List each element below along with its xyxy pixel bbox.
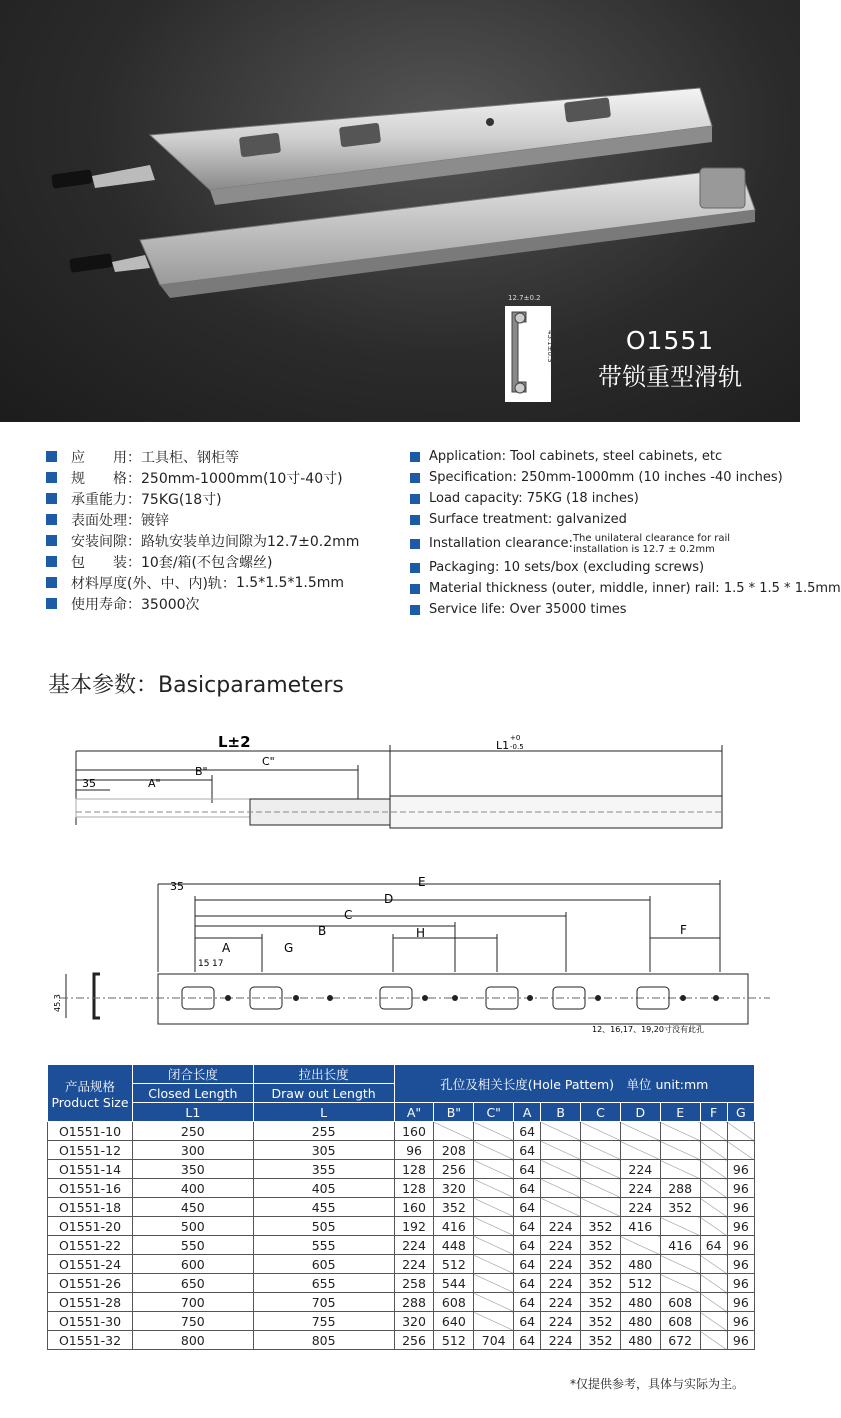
profile-width-label: 12.7±0.2: [508, 294, 541, 302]
table-cell: [474, 1198, 514, 1217]
spec-value: The unilateral clearance for rail installation is 12.7 ± 0.2mm: [572, 532, 731, 555]
th-closed-cn: 闭合长度: [133, 1065, 254, 1084]
table-row: [48, 1198, 755, 1217]
dim2-35: 35: [170, 880, 184, 893]
spec-label: 使用寿命：: [71, 596, 141, 613]
table-cell: 608: [434, 1293, 474, 1312]
spec-value: 35000次: [141, 596, 200, 613]
table-cell: O1551-24: [48, 1255, 133, 1274]
table-cell: 305: [253, 1141, 394, 1160]
th-text: Product Size: [51, 1094, 129, 1110]
table-cell: O1551-10: [48, 1122, 133, 1141]
table-cell: 672: [660, 1331, 700, 1350]
table-cell: O1551-30: [48, 1312, 133, 1331]
table-cell: 640: [434, 1312, 474, 1331]
table-cell: 505: [253, 1217, 394, 1236]
spec-value: 10套/箱(不包含螺丝): [141, 554, 273, 571]
table-cell: 64: [700, 1236, 727, 1255]
table-cell: 258: [394, 1274, 434, 1293]
spec-label: 应 用：: [71, 449, 141, 466]
drawing-note: 12、16,17、19,20寸没有此孔: [592, 1025, 704, 1034]
table-row: [48, 1312, 755, 1331]
table-cell: 320: [434, 1179, 474, 1198]
bullet-square-icon: [410, 605, 420, 615]
spec-cn-item: [46, 467, 359, 488]
bullet-square-icon: [410, 515, 420, 525]
spec-label: 安装间隙：: [71, 533, 141, 550]
dim2-E: E: [418, 875, 426, 889]
table-cell: [620, 1236, 660, 1255]
dim-35: 35: [82, 777, 96, 790]
table-cell: [474, 1122, 514, 1141]
table-cell: 224: [541, 1312, 581, 1331]
table-cell: 555: [253, 1236, 394, 1255]
table-cell: [700, 1274, 727, 1293]
table-cell: 96: [394, 1141, 434, 1160]
table-cell: 96: [727, 1236, 754, 1255]
table-cell: [581, 1198, 621, 1217]
spec-en-item: [410, 599, 841, 620]
spec-cn-item: [46, 530, 359, 551]
bullet-square-icon: [410, 539, 420, 549]
table-row: [48, 1141, 755, 1160]
table-cell: [700, 1312, 727, 1331]
table-row: [48, 1179, 755, 1198]
table-cell: 96: [727, 1293, 754, 1312]
dim-L: L±2: [218, 733, 251, 751]
table-cell: [700, 1217, 727, 1236]
table-cell: 96: [727, 1198, 754, 1217]
dim-A-dbl: A": [148, 777, 161, 790]
column-header: E: [660, 1103, 700, 1122]
table-cell: 800: [133, 1331, 254, 1350]
table-cell: 704: [474, 1331, 514, 1350]
table-cell: 352: [581, 1255, 621, 1274]
table-cell: O1551-18: [48, 1198, 133, 1217]
table-cell: 192: [394, 1217, 434, 1236]
spec-label: 材料厚度(外、中、内)轨：: [71, 575, 236, 592]
table-cell: 250: [133, 1122, 254, 1141]
table-row: [48, 1293, 755, 1312]
spec-cn-item: [46, 446, 359, 467]
table-cell: 605: [253, 1255, 394, 1274]
table-cell: 805: [253, 1331, 394, 1350]
spec-cn-item: [46, 572, 359, 593]
spec-cn-item: [46, 509, 359, 530]
table-cell: 352: [581, 1217, 621, 1236]
dim2-15: 15: [198, 959, 210, 969]
table-cell: 96: [727, 1179, 754, 1198]
table-cell: 352: [581, 1236, 621, 1255]
table-cell: 650: [133, 1274, 254, 1293]
table-row: [48, 1217, 755, 1236]
table-cell: 352: [581, 1312, 621, 1331]
table-cell: 64: [514, 1179, 541, 1198]
table-cell: [700, 1179, 727, 1198]
dim-L1: L1: [496, 739, 510, 752]
table-row: [48, 1255, 755, 1274]
table-cell: 480: [620, 1312, 660, 1331]
table-cell: O1551-22: [48, 1236, 133, 1255]
dim2-D: D: [384, 892, 394, 906]
dim2-G: G: [284, 941, 294, 955]
column-header: B": [434, 1103, 474, 1122]
table-cell: 64: [514, 1274, 541, 1293]
spec-cn-item: [46, 593, 359, 614]
spec-label: 规 格：: [71, 470, 141, 487]
table-cell: [541, 1122, 581, 1141]
column-header: A": [394, 1103, 434, 1122]
table-cell: 160: [394, 1122, 434, 1141]
spec-value: Tool cabinets, steel cabinets, etc: [510, 449, 723, 464]
table-cell: 64: [514, 1255, 541, 1274]
table-cell: 352: [660, 1198, 700, 1217]
table-cell: [620, 1122, 660, 1141]
table-cell: [700, 1122, 727, 1141]
table-cell: O1551-32: [48, 1331, 133, 1350]
dim2-F: F: [680, 923, 687, 937]
dim2-17: 17: [212, 959, 224, 969]
hero-banner: [0, 0, 800, 422]
table-cell: 416: [660, 1236, 700, 1255]
spec-label: Material thickness (outer, middle, inner) rail:: [429, 581, 720, 596]
table-cell: [581, 1179, 621, 1198]
table-cell: 350: [133, 1160, 254, 1179]
product-code: O1551: [625, 326, 715, 355]
table-cell: 96: [727, 1255, 754, 1274]
bullet-square-icon: [410, 473, 420, 483]
table-cell: [434, 1122, 474, 1141]
table-cell: 600: [133, 1255, 254, 1274]
table-cell: 224: [620, 1198, 660, 1217]
table-cell: 416: [434, 1217, 474, 1236]
table-cell: 256: [434, 1160, 474, 1179]
th-draw-cn: 拉出长度: [253, 1065, 394, 1084]
spec-label: Specification:: [429, 470, 517, 485]
spec-value: 250mm-1000mm(10寸-40寸): [141, 470, 343, 487]
spec-value: 路轨安装单边间隙为12.7±0.2mm: [141, 533, 360, 550]
spec-en-item: [410, 446, 841, 467]
spec-label: 承重能力：: [71, 491, 141, 508]
table-cell: 128: [394, 1179, 434, 1198]
dim2-B: B: [318, 924, 327, 938]
column-header: L1: [133, 1103, 254, 1122]
dim2-H: H: [416, 926, 426, 940]
table-cell: 224: [541, 1331, 581, 1350]
table-cell: 64: [514, 1236, 541, 1255]
specs-en-list: [410, 446, 841, 620]
table-cell: 64: [514, 1122, 541, 1141]
table-cell: 288: [660, 1179, 700, 1198]
table-cell: [700, 1293, 727, 1312]
table-cell: [660, 1217, 700, 1236]
spec-value: 1.5*1.5*1.5mm: [235, 574, 345, 591]
bullet-square-icon: [46, 451, 57, 462]
bullet-square-icon: [46, 598, 57, 609]
table-cell: [660, 1141, 700, 1160]
bullet-square-icon: [46, 535, 57, 546]
table-cell: 64: [514, 1198, 541, 1217]
spec-value: 250mm-1000mm (10 inches -40 inches): [521, 470, 783, 485]
bullet-square-icon: [410, 563, 420, 573]
table-cell: 96: [727, 1312, 754, 1331]
table-cell: 224: [541, 1255, 581, 1274]
table-cell: [700, 1198, 727, 1217]
spec-en-item: [410, 488, 841, 509]
table-cell: [581, 1141, 621, 1160]
table-cell: 64: [514, 1331, 541, 1350]
table-cell: [474, 1160, 514, 1179]
table-row: [48, 1331, 755, 1350]
th-hole: 孔位及相关长度(Hole Pattem) 单位 unit:mm: [394, 1065, 754, 1103]
column-header: D: [620, 1103, 660, 1122]
column-labels: [48, 1103, 755, 1122]
table-cell: 160: [394, 1198, 434, 1217]
table-cell: [474, 1217, 514, 1236]
bullet-square-icon: [46, 493, 57, 504]
spec-label: 表面处理：: [71, 512, 141, 529]
product-name: 带锁重型滑轨: [598, 363, 742, 391]
table-cell: 64: [514, 1312, 541, 1331]
table-cell: 208: [434, 1141, 474, 1160]
dim-B-dbl: B": [195, 765, 208, 778]
table-cell: 355: [253, 1160, 394, 1179]
table-cell: 288: [394, 1293, 434, 1312]
table-cell: 400: [133, 1179, 254, 1198]
table-cell: 544: [434, 1274, 474, 1293]
table-cell: 705: [253, 1293, 394, 1312]
table-cell: [700, 1331, 727, 1350]
table-cell: 128: [394, 1160, 434, 1179]
table-cell: 512: [434, 1331, 474, 1350]
table-row: [48, 1122, 755, 1141]
table-cell: 416: [620, 1217, 660, 1236]
table-cell: 96: [727, 1217, 754, 1236]
spec-value: 1.5 * 1.5 * 1.5mm: [723, 581, 841, 596]
table-cell: 64: [514, 1160, 541, 1179]
table-cell: 352: [581, 1293, 621, 1312]
table-cell: O1551-28: [48, 1293, 133, 1312]
table-cell: 256: [394, 1331, 434, 1350]
spec-label: Installation clearance:: [429, 536, 573, 551]
th-closed-en: Closed Length: [133, 1084, 254, 1103]
table-cell: 224: [541, 1274, 581, 1293]
spec-value: 75KG (18 inches): [526, 491, 639, 506]
profile-height-label: 45.1±0.3: [546, 330, 554, 363]
table-cell: [660, 1122, 700, 1141]
spec-cn-item: [46, 488, 359, 509]
table-cell: [620, 1141, 660, 1160]
table-cell: [727, 1141, 754, 1160]
table-cell: [660, 1160, 700, 1179]
table-cell: 512: [434, 1255, 474, 1274]
table-cell: 750: [133, 1312, 254, 1331]
bullet-square-icon: [46, 577, 57, 588]
th-product: [48, 1065, 133, 1122]
table-cell: 224: [394, 1236, 434, 1255]
specs-cn-list: [46, 446, 359, 614]
table-cell: 300: [133, 1141, 254, 1160]
table-body: [48, 1122, 755, 1350]
dim-L1-tol-top: +0: [510, 734, 521, 742]
table-cell: [474, 1255, 514, 1274]
dim2-A: A: [222, 941, 231, 955]
table-cell: 255: [253, 1122, 394, 1141]
table-cell: [474, 1141, 514, 1160]
spec-label: Application:: [429, 449, 507, 464]
bullet-square-icon: [410, 452, 420, 462]
table-cell: 512: [620, 1274, 660, 1293]
table-cell: 96: [727, 1160, 754, 1179]
table-cell: [660, 1274, 700, 1293]
table-cell: 224: [620, 1179, 660, 1198]
spec-value: Over 35000 times: [509, 602, 627, 617]
spec-label: Load capacity:: [429, 491, 523, 506]
table-row: [48, 1160, 755, 1179]
extension-drawing: [0, 725, 800, 835]
bullet-square-icon: [46, 472, 57, 483]
table-cell: [474, 1274, 514, 1293]
spec-en-item: [410, 509, 841, 530]
table-cell: [474, 1179, 514, 1198]
table-cell: [581, 1122, 621, 1141]
column-header: A: [514, 1103, 541, 1122]
table-cell: 500: [133, 1217, 254, 1236]
table-cell: 224: [394, 1255, 434, 1274]
table-cell: 755: [253, 1312, 394, 1331]
bullet-square-icon: [46, 514, 57, 525]
column-header: C: [581, 1103, 621, 1122]
dim2-C: C: [344, 908, 353, 922]
table-cell: [660, 1255, 700, 1274]
table-cell: 700: [133, 1293, 254, 1312]
spec-label: Service life:: [429, 602, 506, 617]
table-cell: [474, 1312, 514, 1331]
dim-C-dbl: C": [262, 755, 275, 768]
bullet-square-icon: [410, 494, 420, 504]
table-row: [48, 1236, 755, 1255]
table-cell: 96: [727, 1331, 754, 1350]
table-cell: 352: [581, 1274, 621, 1293]
table-cell: O1551-16: [48, 1179, 133, 1198]
table-cell: 480: [620, 1331, 660, 1350]
table-cell: 455: [253, 1198, 394, 1217]
table-cell: O1551-12: [48, 1141, 133, 1160]
table-cell: 655: [253, 1274, 394, 1293]
column-header: B: [541, 1103, 581, 1122]
table-cell: [474, 1293, 514, 1312]
table-cell: 405: [253, 1179, 394, 1198]
table-cell: [581, 1160, 621, 1179]
model-block: [560, 326, 780, 392]
table-cell: [541, 1198, 581, 1217]
table-cell: [700, 1255, 727, 1274]
table-cell: O1551-26: [48, 1274, 133, 1293]
spec-table: [47, 1064, 755, 1350]
spec-label: Surface treatment:: [429, 512, 553, 527]
table-cell: [541, 1179, 581, 1198]
spec-value: galvanized: [556, 512, 627, 527]
spec-cn-item: [46, 551, 359, 572]
table-cell: 608: [660, 1312, 700, 1331]
table-cell: 480: [620, 1293, 660, 1312]
dim2-height: 45.3: [53, 994, 62, 1012]
bullet-square-icon: [46, 556, 57, 567]
table-cell: 550: [133, 1236, 254, 1255]
spec-en-item: [410, 578, 841, 599]
table-cell: [727, 1122, 754, 1141]
table-cell: 96: [727, 1274, 754, 1293]
table-cell: 480: [620, 1255, 660, 1274]
table-cell: 224: [541, 1236, 581, 1255]
column-header: C": [474, 1103, 514, 1122]
table-cell: O1551-14: [48, 1160, 133, 1179]
column-header: L: [253, 1103, 394, 1122]
spec-en-item: [410, 557, 841, 578]
table-cell: 224: [620, 1160, 660, 1179]
spec-value: 工具柜、钢柜等: [141, 449, 239, 466]
table-cell: 64: [514, 1293, 541, 1312]
table-cell: 320: [394, 1312, 434, 1331]
spec-label: Packaging:: [429, 560, 500, 575]
table-cell: O1551-20: [48, 1217, 133, 1236]
table-cell: 224: [541, 1293, 581, 1312]
table-cell: 352: [581, 1331, 621, 1350]
table-cell: [474, 1236, 514, 1255]
table-cell: 64: [514, 1217, 541, 1236]
spec-en-item: [410, 530, 841, 557]
table-cell: [541, 1141, 581, 1160]
th-text: 产品规格: [64, 1078, 115, 1094]
spec-label: 包 装：: [71, 554, 141, 571]
hole-pattern-drawing: [0, 872, 800, 1042]
th-draw-en: Draw out Length: [253, 1084, 394, 1103]
table-row: [48, 1274, 755, 1293]
table-cell: 224: [541, 1217, 581, 1236]
table-cell: [541, 1160, 581, 1179]
table-cell: 64: [514, 1141, 541, 1160]
section-title: 基本参数：Basicparameters: [48, 673, 344, 698]
table-cell: 352: [434, 1198, 474, 1217]
bullet-square-icon: [410, 584, 420, 594]
footnote: *仅提供参考，具体与实际为主。: [570, 1377, 745, 1391]
spec-value: 75KG(18寸): [141, 491, 222, 508]
spec-value: 镀锌: [141, 512, 169, 529]
spec-value: 10 sets/box (excluding screws): [503, 560, 705, 575]
table-cell: [700, 1160, 727, 1179]
dim-L1-tol-bottom: -0.5: [510, 743, 524, 751]
column-header: F: [700, 1103, 727, 1122]
table-cell: 448: [434, 1236, 474, 1255]
table-cell: 608: [660, 1293, 700, 1312]
spec-en-item: [410, 467, 841, 488]
table-cell: [700, 1141, 727, 1160]
table-cell: 450: [133, 1198, 254, 1217]
column-header: G: [727, 1103, 754, 1122]
